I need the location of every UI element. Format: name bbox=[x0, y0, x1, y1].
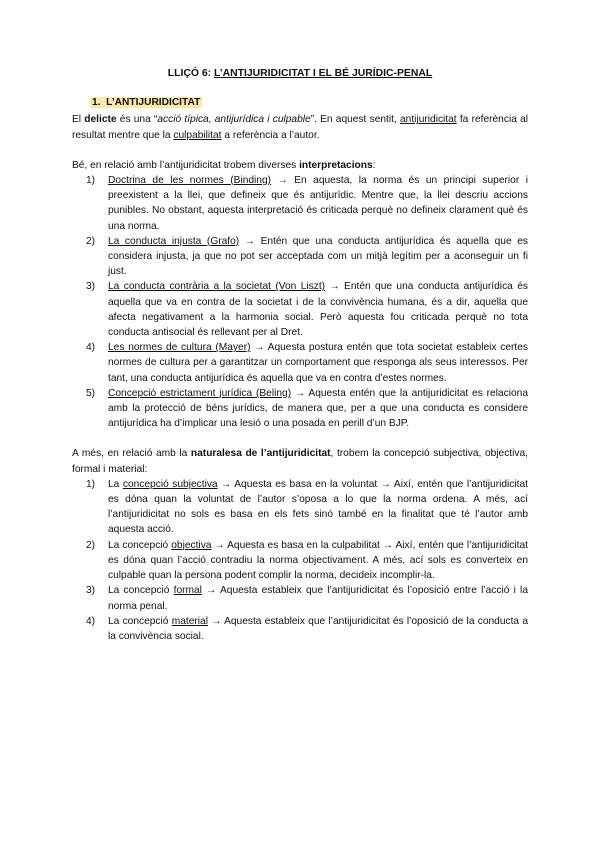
interpretation-title: La conducta contrària a la societat (Von Liszt) bbox=[108, 281, 326, 293]
term-culpabilitat: culpabilitat bbox=[173, 129, 222, 141]
conception-term: objectiva bbox=[171, 539, 212, 551]
conception-term: concepció subjectiva bbox=[122, 478, 218, 490]
list-item: 4) La concepció material → Aquesta estableix que l’antijuridicitat és l’oposició de la conducta a la convivència social. bbox=[86, 615, 529, 642]
lesson-title-main: L’ANTIJURIDICITAT I EL BÉ JURÍDIC-PENAL bbox=[213, 68, 433, 79]
list-item: 4) Les normes de cultura (Mayer) → Aquesta postura entén que tota societat estableix certes normes de cultura per a garantitzar un comportament que responga als seus interessos. Per tant, una conducta antijurídica és aquella que va en contra d’estes normes. bbox=[86, 342, 528, 384]
document-page bbox=[72, 66, 528, 644]
list-item: 1) La concepció subjectiva → Aquesta es basa en la voluntat → Així, entén que l’antijuridicitat es dóna quan la voluntat de l’autor s’oposa a lo que la norma ordena. A més, ací l’antijuridicitat no sols es basa en els fets sinó també en la finalitat que té l’autor amb aquesta acció. bbox=[86, 478, 528, 536]
section-heading bbox=[90, 95, 528, 110]
list-item: 1) Doctrina de les normes (Binding) → En aquesta, la norma és un principi superior i preexistent a la llei, que defineix que és antijurídic. Mentre que, la llei descriu accions punibles. No obstant, aquesta interpretació és criticada perquè no defineix clarament què és una norma. bbox=[86, 175, 528, 232]
interpretation-title: Doctrina de les normes (Binding) bbox=[108, 175, 272, 187]
conception-term: material bbox=[171, 615, 208, 627]
section-number: 1. bbox=[92, 97, 101, 109]
delicte-definition: acció típica, antijurídica i culpable bbox=[157, 114, 311, 126]
interpretation-title: La conducta injusta (Grafo) bbox=[108, 235, 240, 247]
interpretations-intro: Bé, en relació amb l’antijuridicitat trobem diverses interpretacions: bbox=[72, 159, 376, 171]
interpretation-title: Concepció estrictament jurídica (Beling) bbox=[108, 387, 292, 399]
list-item: 3) La concepció formal → Aquesta estableix que l’antijuridicitat és l’oposició entre l’acció i la norma penal. bbox=[86, 585, 528, 612]
term-antijuridicitat: antijuridicitat bbox=[400, 114, 457, 126]
section-title: L’ANTIJURIDICITAT bbox=[106, 97, 201, 109]
list-item: 2) La concepció objectiva → Aquesta es basa en la culpabilitat → Així, entén que l’antijuridicitat es dóna quan l’acció contradiu la norma objectivament. A més, ací sols es converteix en culpable quan la persona podent complir la norma, decideix incomplir-la. bbox=[86, 539, 528, 582]
lesson-title bbox=[72, 66, 528, 81]
conceptions-list bbox=[72, 477, 528, 644]
term-delicte: delicte bbox=[84, 114, 117, 126]
nature-intro: A més, en relació amb la naturalesa de l’antijuridicitat, trobem la concepció subjectiva, objectiva, formal i material: bbox=[72, 448, 528, 475]
lesson-title-prefix: LLIÇÓ 6: bbox=[167, 68, 214, 79]
list-item: 5) Concepció estrictament jurídica (Beling) → Aquesta entén que la antijuridicitat es relaciona amb la protecció de béns jurídics, de manera que, per a que una conducta es considere antijurídica ha d’implicar una lesió o una posada en perill d’un BJP. bbox=[86, 387, 529, 430]
conception-term: formal bbox=[173, 585, 202, 597]
interpretations-list bbox=[72, 173, 528, 431]
section-heading-highlight bbox=[90, 97, 202, 108]
list-item: 3) La conducta contrària a la societat (Von Liszt) → Entén que una conducta antijurídica és aquella que va en contra de la societat i de la convivència humana, és a dir, aquella que afecta negativament a la harmonia social. Però aquesta fou criticada perquè no tota conducta antisocial és rellevant per al Dret. bbox=[86, 281, 528, 339]
intro-paragraph: El delicte és una “acció típica, antijurídica i culpable”. En aquest sentit, antijuridicitat fa referència al resultat mentre que la culpabilitat a referència a l’autor. bbox=[72, 114, 529, 141]
interpretation-title: Les normes de cultura (Mayer) bbox=[108, 342, 251, 354]
list-item: 2) La conducta injusta (Grafo) → Entén que una conducta antijurídica és aquella que es considera injusta, ja que no pot ser acceptada com un mitjà legítim per a aconseguir un fi just. bbox=[86, 235, 528, 278]
